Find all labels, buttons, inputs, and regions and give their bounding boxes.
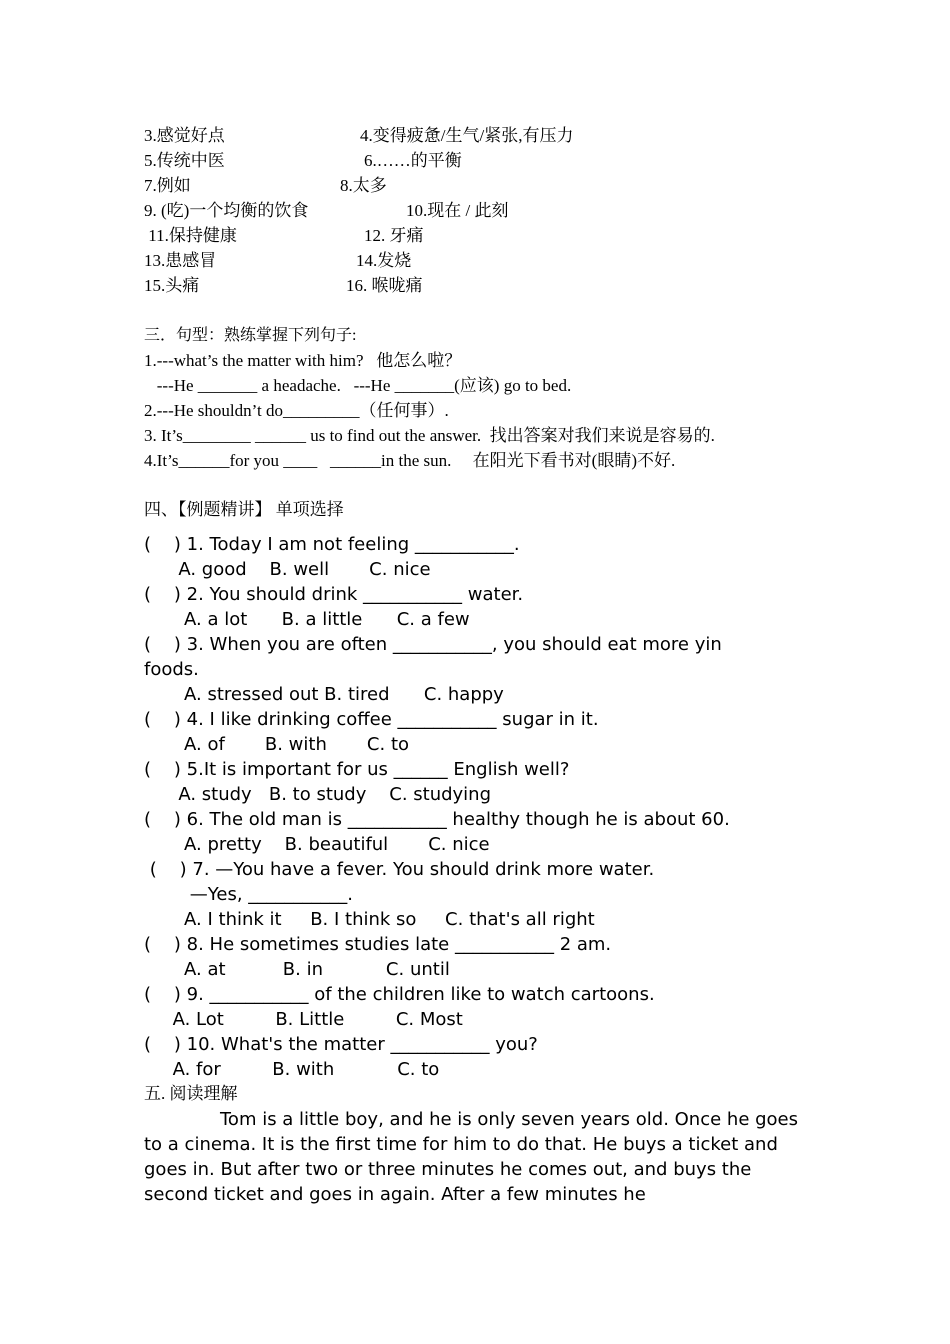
- question-line: ( ) 9. ___________ of the children like to watch cartoons.: [144, 984, 655, 1005]
- sentence-line: ---He _______ a headache. ---He _______(应该) go to bed.: [144, 376, 572, 395]
- sentence-line: 2.---He shouldn’t do_________（任何事）.: [144, 401, 449, 420]
- question-line: ( ) 3. When you are often ___________, you should eat more yin: [144, 634, 722, 655]
- vocab-row: [0, 274, 950, 298]
- reading-text: Tom is a little boy, and he is only seven years old. Once he goes to a cinema. It is the first time for him to do that. He buys a ticket and goes in. But after two or three minutes he comes out, and buys the second ticket and goes in again. After a few minutes he: [144, 1109, 799, 1205]
- options-line: A. of B. with C. to: [144, 734, 410, 755]
- vocab-item: 12. 牙痛: [364, 226, 424, 245]
- vocab-row: [0, 174, 950, 198]
- vocab-item: 15.头痛: [144, 276, 200, 295]
- sentence-line: 4.It’s______for you ____ ______in the sun. 在阳光下看书对(眼睛)不好.: [144, 451, 676, 470]
- vocab-row: [0, 149, 950, 173]
- vocab-item: 8.太多: [340, 176, 387, 195]
- question-line: ( ) 10. What's the matter ___________ you?: [144, 1034, 538, 1055]
- vocab-item: 6.……的平衡: [364, 151, 462, 170]
- options-line: A. a lot B. a little C. a few: [144, 609, 470, 630]
- section-heading: 五. 阅读理解: [144, 1084, 238, 1103]
- vocab-row: [0, 124, 950, 148]
- options-line: A. I think it B. I think so C. that's all right: [144, 909, 595, 930]
- question-line: foods.: [144, 659, 199, 680]
- question-line: ( ) 6. The old man is ___________ healthy though he is about 60.: [144, 809, 730, 830]
- vocab-item: 9. (吃)一个均衡的饮食: [144, 201, 309, 220]
- vocab-item: 4.变得疲惫/生气/紧张,有压力: [360, 126, 574, 145]
- vocab-item: 16. 喉咙痛: [346, 276, 423, 295]
- vocab-item: 13.患感冒: [144, 251, 217, 270]
- question-line: ( ) 5.It is important for us ______ English well?: [144, 759, 570, 780]
- vocab-row: [0, 224, 950, 248]
- vocab-item: 11.保持健康: [144, 226, 237, 245]
- section-heading: 三．句型：熟练掌握下列句子:: [144, 327, 357, 344]
- options-line: A. Lot B. Little C. Most: [144, 1009, 463, 1030]
- sentence-line: 3. It’s________ ______ us to find out the answer. 找出答案对我们来说是容易的.: [144, 426, 715, 445]
- options-line: A. for B. with C. to: [144, 1059, 440, 1080]
- vocab-item: 10.现在 / 此刻: [406, 201, 509, 220]
- options-line: A. good B. well C. nice: [144, 559, 431, 580]
- options-line: A. study B. to study C. studying: [144, 784, 492, 805]
- section-heading: 四、【例题精讲】 单项选择: [144, 500, 344, 519]
- question-line: ( ) 8. He sometimes studies late ___________ 2 am.: [144, 934, 612, 955]
- sentence-line: 1.---what’s the matter with him? 他怎么啦？: [144, 351, 462, 370]
- question-line: ( ) 4. I like drinking coffee ___________ sugar in it.: [144, 709, 599, 730]
- options-line: A. at B. in C. until: [144, 959, 450, 980]
- vocab-row: [0, 199, 950, 223]
- reading-paragraph: [144, 1107, 814, 1207]
- vocab-item: 5.传统中医: [144, 151, 225, 170]
- question-line: ( ) 7. —You have a fever. You should drink more water.: [144, 859, 655, 880]
- options-line: A. stressed out B. tired C. happy: [144, 684, 504, 705]
- vocab-item: 14.发烧: [356, 251, 412, 270]
- options-line: A. pretty B. beautiful C. nice: [144, 834, 490, 855]
- question-line: ( ) 2. You should drink ___________ water.: [144, 584, 524, 605]
- question-line: —Yes, ___________.: [144, 884, 353, 905]
- vocab-item: 7.例如: [144, 176, 191, 195]
- question-line: ( ) 1. Today I am not feeling ___________.: [144, 534, 520, 555]
- vocab-row: [0, 249, 950, 273]
- vocab-item: 3.感觉好点: [144, 126, 225, 145]
